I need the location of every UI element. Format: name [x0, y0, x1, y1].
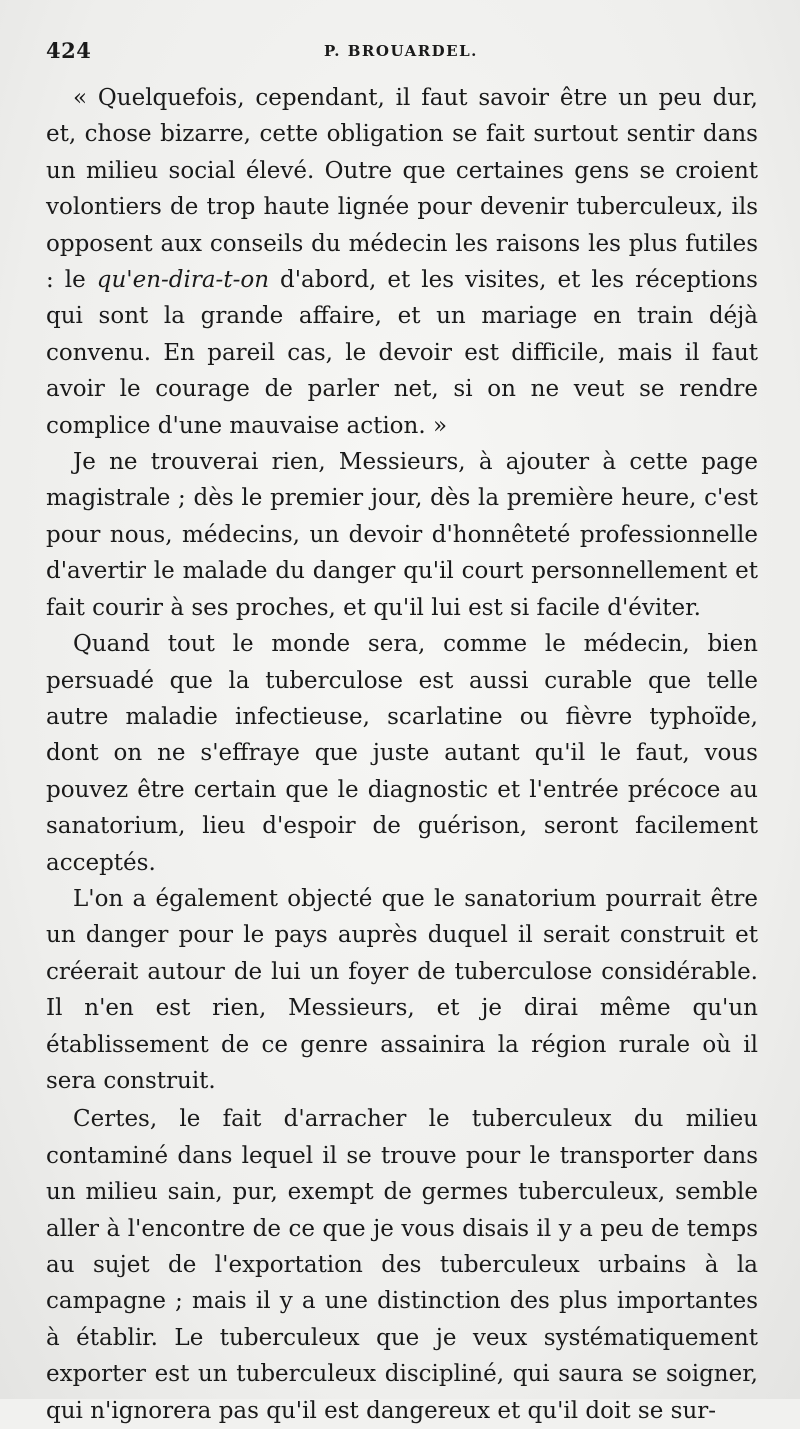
page-number: 424 — [46, 38, 92, 63]
italic-phrase: qu'en-dira-t-on — [96, 267, 270, 294]
paragraph: Quand tout le monde sera, comme le médecin, bien persuadé que la tuberculose est aussi curable que telle autre maladie infectieuse, scarlatine ou fièvre typhoïde, dont on ne s'effraye que juste autant qu'il le faut, vous pouvez être certain que le diagnostic et l'entrée précoce au sanatorium, lieu d'espoir de guérison, seront facilement acceptés. — [46, 631, 758, 876]
running-head-author: P. BROUARDEL. — [324, 42, 478, 60]
paragraph-text: d'abord, et les visites, et les réceptions qui sont la grande affaire, et un mariage en train déjà convenu. En pareil cas, le devoir est difficile, mais il faut avoir le courage de parler net, si on ne veut se rendre complice d'une mauvaise action. » — [46, 267, 758, 439]
paragraph: L'on a également objecté que le sanatorium pourrait être un danger pour le pays auprès duquel il serait construit et créerait autour de lui un foyer de tuberculose considérable. Il n'en est rien, Messieurs, et je dirai même qu'un établissement de ce genre assainira la région rurale où il sera construit. — [46, 885, 758, 1094]
paragraph-text: « Quelquefois, cependant, il faut savoir être un peu dur, et, chose bizarre, cette obligation se fait surtout sentir dans un milieu social élevé. Outre que certaines gens se croient volontiers de trop haute lignée pour devenir tuberculeux, ils opposent aux conseils du médecin les raisons les plus futiles : le — [46, 85, 758, 294]
body-text — [46, 80, 758, 1429]
paragraph: Je ne trouverai rien, Messieurs, à ajouter à cette page magistrale ; dès le premier jour, dès la première heure, c'est pour nous, médecins, un devoir d'honnêteté professionnelle d'avertir le malade du danger qu'il court personnellement et fait courir à ses proches, et qu'il lui est si facile d'éviter. — [46, 449, 758, 621]
paragraph: Certes, le fait d'arracher le tuberculeux du milieu contaminé dans lequel il se trouve pour le transporter dans un milieu sain, pur, exempt de germes tuberculeux, semble aller à l'encontre de ce que je vous disais il y a peu de temps au sujet de l'exportation des tuberculeux urbains à la campagne ; mais il y a une distinction des plus importantes à établir. Le tuberculeux que je veux systématiquement exporter est un tuberculeux discipliné, qui saura se soigner, qui n'ignorera pas qu'il est dangereux et qu'il doit se sur- — [46, 1106, 758, 1424]
page-header — [46, 38, 754, 64]
paragraph-quotation — [46, 80, 758, 444]
